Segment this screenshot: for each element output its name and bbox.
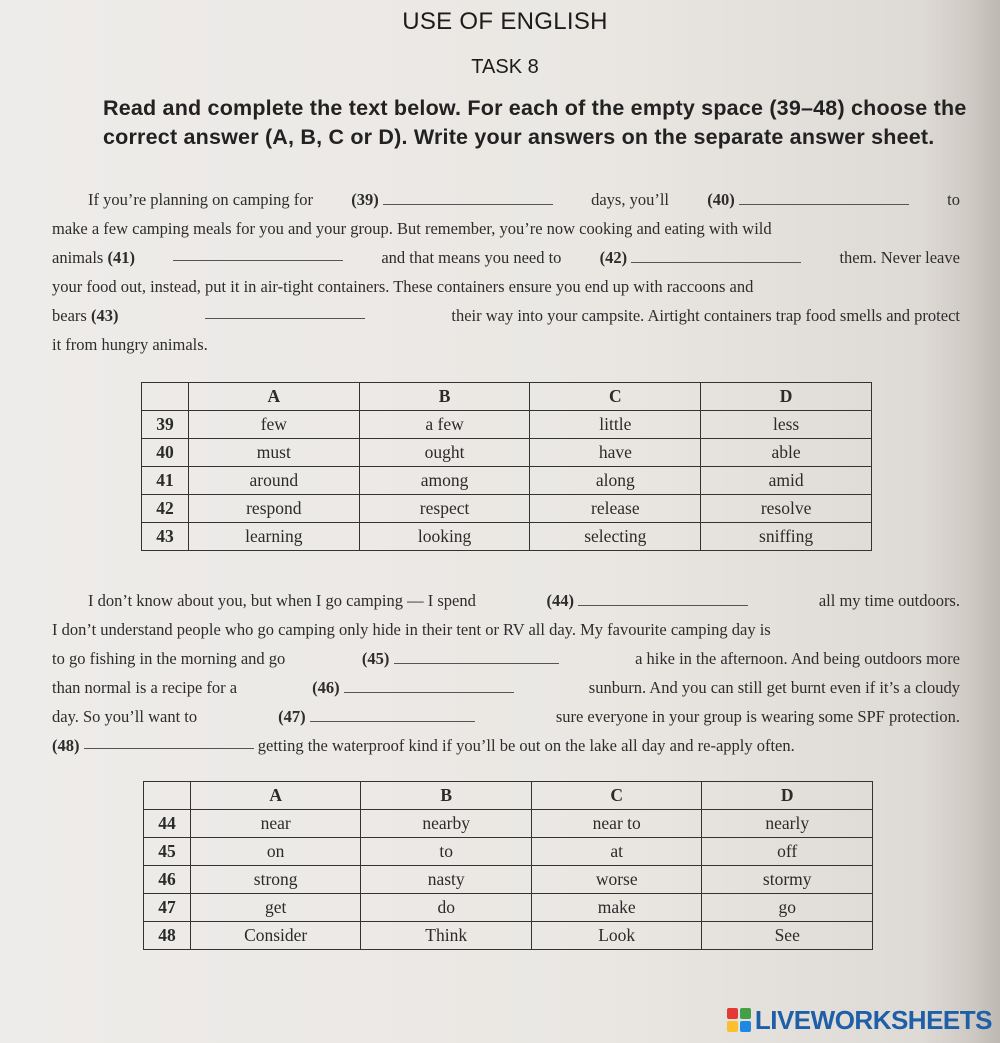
answer-blank-45 (394, 646, 559, 664)
passage-line: animals (41) and that means you need to (42) them. Never leave (52, 243, 960, 272)
passage-line: make a few camping meals for you and your group. But remember, you’re now cooking and eating with wild (52, 219, 772, 238)
passage-line: it from hungry animals. (52, 335, 208, 354)
gap-number-46: (46) (312, 678, 340, 697)
table-row: 40 must ought have able (142, 439, 872, 467)
gap-number-40: (40) (707, 190, 735, 209)
column-header-d: D (701, 383, 872, 411)
table-row: 44 near nearby near to nearly (144, 810, 873, 838)
column-header-b: B (361, 782, 532, 810)
passage-1 (52, 185, 960, 359)
gap-number-45: (45) (361, 649, 390, 668)
table-row: 48 Consider Think Look See (144, 922, 873, 950)
column-header-c: C (530, 383, 701, 411)
column-header-a: A (188, 383, 359, 411)
column-header-a: A (190, 782, 361, 810)
answer-blank-43 (205, 301, 365, 319)
answer-options-table-2 (143, 781, 873, 950)
table-header-row (142, 383, 872, 411)
gap-number-39: (39) (351, 190, 379, 209)
gap-number-41: (41) (107, 248, 135, 267)
gap-number-42: (42) (599, 248, 628, 267)
passage-line: bears (43) their way into your campsite. Airtight containers trap food smells and protect (52, 301, 960, 330)
column-header-b: B (359, 383, 530, 411)
passage-line: to go fishing in the morning and go (45) a hike in the afternoon. And being outdoors more (52, 644, 960, 673)
answer-blank-48 (84, 731, 254, 749)
passage-line: than normal is a recipe for a (46) sunburn. And you can still get burnt even if it’s a cloudy (52, 673, 960, 702)
answer-blank-42 (631, 245, 801, 263)
table-row: 47 get do make go (144, 894, 873, 922)
answer-blank-39 (383, 187, 553, 205)
gap-number-43: (43) (90, 306, 119, 325)
passage-line: I don’t know about you, but when I go camping — I spend (44) all my time outdoors. (52, 586, 960, 615)
column-header-c: C (531, 782, 701, 810)
table-row: 46 strong nasty worse stormy (144, 866, 873, 894)
answer-options-table-1 (141, 382, 872, 551)
passage-line: I don’t understand people who go camping only hide in their tent or RV all day. My favourite camping day is (52, 620, 771, 639)
table-row: 45 on to at off (144, 838, 873, 866)
answer-blank-40 (739, 187, 909, 205)
answer-blank-41 (173, 243, 343, 261)
passage-line: your food out, instead, put it in air-tight containers. These containers ensure you end up with raccoons and (52, 277, 754, 296)
table-row: 41 around among along amid (142, 467, 872, 495)
page-title: USE OF ENGLISH (402, 8, 608, 35)
gap-number-44: (44) (546, 591, 575, 610)
passage-2 (52, 586, 960, 760)
task-title: TASK 8 (471, 56, 539, 78)
liveworksheets-brand[interactable] (727, 1005, 992, 1035)
table-row: 43 learning looking selecting sniffing (142, 523, 872, 551)
passage-line: (48) getting the waterproof kind if you’ll be out on the lake all day and re-apply often. (52, 731, 960, 760)
answer-blank-47 (310, 704, 475, 722)
gap-number-47: (47) (278, 707, 306, 726)
table-row: 39 few a few little less (142, 411, 872, 439)
passage-line: day. So you’ll want to (47) sure everyone in your group is wearing some SPF protection. (52, 702, 960, 731)
table-row: 42 respond respect release resolve (142, 495, 872, 523)
gap-number-48: (48) (52, 736, 80, 755)
brand-name: LIVEWORKSHEETS (754, 1004, 992, 1035)
answer-blank-46 (344, 675, 514, 693)
answer-blank-44 (578, 588, 748, 606)
liveworksheets-logo-icon (727, 1008, 751, 1032)
table-header-row (144, 782, 873, 810)
task-instructions: Read and complete the text below. For each of the empty space (39–48) choose the correct answer (A, B, C or D). Write your answers on the separate answer sheet. (103, 96, 967, 149)
column-header-d: D (702, 782, 873, 810)
passage-line: If you’re planning on camping for (39) days, you’ll (40) to (52, 185, 960, 214)
